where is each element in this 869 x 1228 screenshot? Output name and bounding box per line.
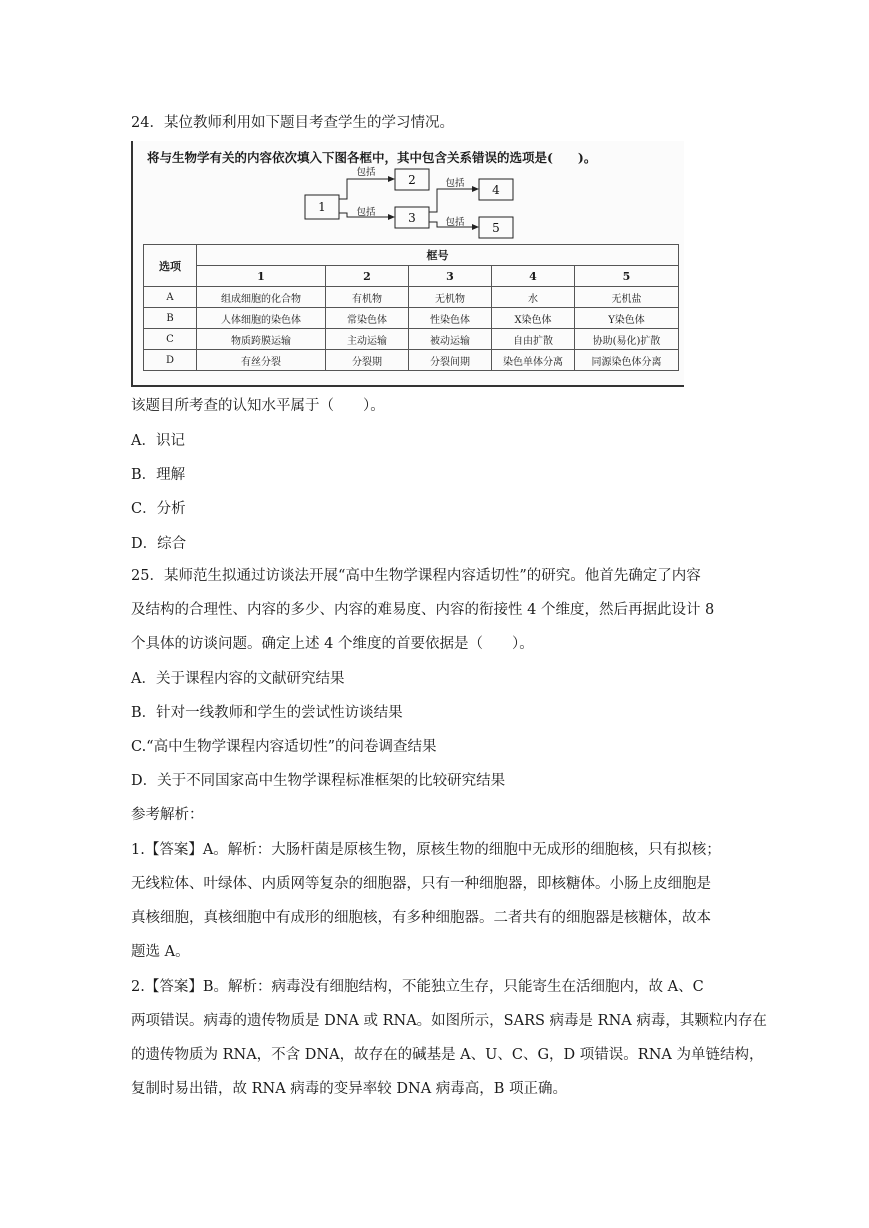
connector-1-2: [339, 179, 389, 199]
row-option: D: [144, 350, 197, 371]
col-1: 1: [197, 266, 326, 287]
table-cell: 主动运输: [326, 329, 409, 350]
options-table: [143, 244, 679, 371]
table-cell: 有机物: [326, 287, 409, 308]
table-cell: 有丝分裂: [197, 350, 326, 371]
answer-1-line-4: 题选 A。: [131, 944, 190, 960]
q24-option-d: D．综合: [131, 536, 187, 552]
table-row: [144, 329, 679, 350]
answer-2-line-4: 复制时易出错，故 RNA 病毒的变异率较 DNA 病毒高，B 项正确。: [131, 1081, 568, 1097]
q25-stem-line-3: 个具体的访谈问题。确定上述 4 个维度的首要依据是（ ）。: [131, 636, 534, 652]
answer-2-line-2: 两项错误。病毒的遗传物质是 DNA 或 RNA。如图所示，SARS 病毒是 RNA 病毒，其颗粒内存在: [131, 1013, 767, 1029]
table-cell: 物质跨膜运输: [197, 329, 326, 350]
q24-option-b: B．理解: [131, 467, 186, 483]
box-2-label: 2: [408, 173, 416, 187]
q25-stem-line-1: 25．某师范生拟通过访谈法开展“高中生物学课程内容适切性”的研究。他首先确定了内容: [131, 568, 701, 584]
answer-1-line-2: 无线粒体、叶绿体、内质网等复杂的细胞器，只有一种细胞器，即核糖体。小肠上皮细胞是: [131, 876, 711, 892]
q25-option-a: A．关于课程内容的文献研究结果: [131, 671, 345, 687]
relation-diagram: [133, 141, 684, 245]
table-cell: X染色体: [492, 308, 575, 329]
include-label-1-2: 包括: [356, 167, 376, 178]
col-2: 2: [326, 266, 409, 287]
table-cell: 分裂期: [326, 350, 409, 371]
include-label-1-3: 包括: [356, 207, 376, 218]
table-cell: 染色单体分离: [492, 350, 575, 371]
connector-3-4: [429, 189, 473, 212]
q24-option-c: C．分析: [131, 501, 186, 517]
col-4: 4: [492, 266, 575, 287]
table-cell: Y染色体: [575, 308, 679, 329]
answer-1-line-3: 真核细胞，真核细胞中有成形的细胞核，有多种细胞器。二者共有的细胞器是核糖体，故本: [131, 910, 711, 926]
row-option: B: [144, 308, 197, 329]
answer-1-line-1: 1.【答案】A。解析：大肠杆菌是原核生物，原核生物的细胞中无成形的细胞核，只有拟核；: [131, 842, 721, 858]
box-1-label: 1: [318, 200, 326, 214]
header-option: 选项: [144, 245, 197, 287]
table-cell: 性染色体: [409, 308, 492, 329]
table-cell: 自由扩散: [492, 329, 575, 350]
table-row: [144, 287, 679, 308]
q24-stem: 24．某位教师利用如下题目考查学生的学习情况。: [131, 115, 454, 131]
table-cell: 分裂间期: [409, 350, 492, 371]
table-cell: 水: [492, 287, 575, 308]
table-cell: 常染色体: [326, 308, 409, 329]
table-cell: 同源染色体分离: [575, 350, 679, 371]
q25-stem-line-2: 及结构的合理性、内容的多少、内容的难易度、内容的衔接性 4 个维度，然后再据此设计 8: [131, 602, 715, 618]
table-cell: 组成细胞的化合物: [197, 287, 326, 308]
col-3: 3: [409, 266, 492, 287]
answer-2-line-1: 2.【答案】B。解析：病毒没有细胞结构，不能独立生存，只能寄生在活细胞内，故 A、C: [131, 979, 704, 995]
table-cell: 被动运输: [409, 329, 492, 350]
figure-question: 将与生物学有关的内容依次填入下图各框中，其中包含关系错误的选项是( )。: [147, 150, 597, 165]
box-4-label: 4: [492, 183, 500, 197]
box-3-label: 3: [408, 211, 416, 225]
row-option: A: [144, 287, 197, 308]
table-cell: 人体细胞的染色体: [197, 308, 326, 329]
answer-2-line-3: 的遗传物质为 RNA，不含 DNA，故存在的碱基是 A、U、C、G，D 项错误。RNA 为单链结构，: [131, 1047, 764, 1063]
q24-figure: [131, 141, 684, 387]
col-5: 5: [575, 266, 679, 287]
header-box-number: 框号: [197, 245, 679, 266]
table-cell: 协助(易化)扩散: [575, 329, 679, 350]
table-row: [144, 308, 679, 329]
q25-option-b: B．针对一线教师和学生的尝试性访谈结果: [131, 705, 403, 721]
reference-heading: 参考解析：: [131, 807, 204, 823]
q25-option-c: C.“高中生物学课程内容适切性”的问卷调查结果: [131, 739, 437, 755]
include-label-3-5: 包括: [445, 217, 465, 228]
table-row: [144, 350, 679, 371]
q24-prompt: 该题目所考查的认知水平属于（ ）。: [131, 398, 385, 414]
box-5-label: 5: [492, 221, 500, 235]
q25-option-d: D．关于不同国家高中生物学课程标准框架的比较研究结果: [131, 773, 506, 789]
include-label-3-4: 包括: [445, 178, 465, 189]
table-cell: 无机盐: [575, 287, 679, 308]
row-option: C: [144, 329, 197, 350]
table-cell: 无机物: [409, 287, 492, 308]
q24-option-a: A．识记: [131, 433, 185, 449]
